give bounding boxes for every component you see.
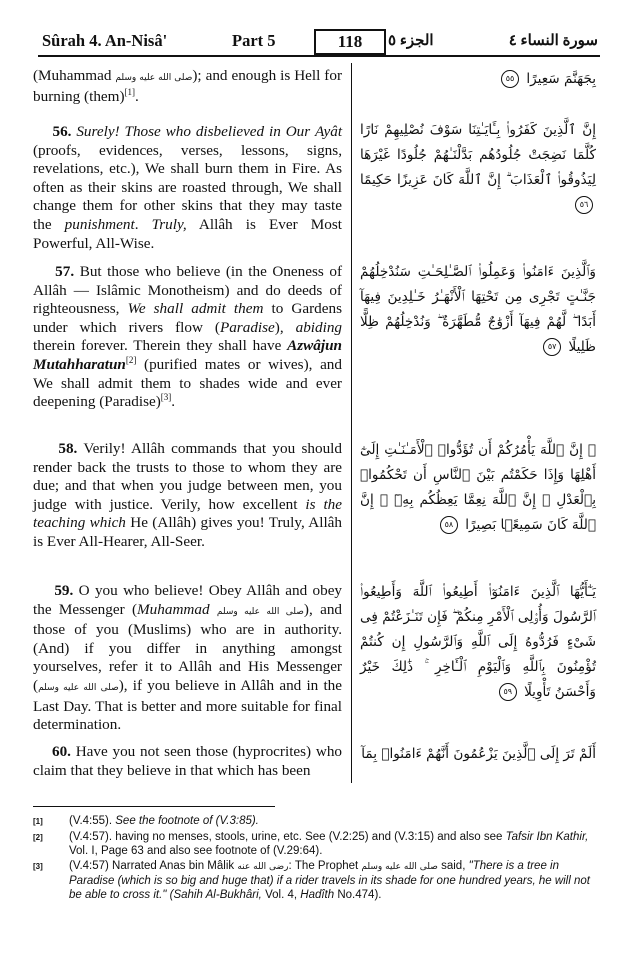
- header-rule: [38, 55, 600, 57]
- arabic-verse-60-start: أَلَمْ تَرَ إِلَى ٱلَّذِينَ يَزْعُمُونَ أَنَّهُمْ ءَامَنُوا۟ بِمَآ: [361, 746, 596, 762]
- footnote-ref: [1]: [124, 86, 136, 97]
- translation-verse-58: 58. Verily! Allâh commands that you should render back the trusts to those to whom they are due; and that when you judge between men, you judge with justice. Verily, how excellent is the teaching which He (Allâh) gives you! Truly, Allâh is Ever All-Hearer, All-Seer.: [33, 440, 343, 550]
- ayah-number-marker: ٥٩: [499, 683, 517, 701]
- arabic-verse-55-end: بِجَهَنَّمَ سَعِيرًا ٥٥: [360, 67, 596, 92]
- salutation-arabic: صلى الله عليه وسلم: [216, 606, 304, 617]
- verse-number: 56.: [52, 123, 72, 140]
- juz-label-arabic: الجزء ٥: [388, 33, 434, 49]
- ayah-number-marker: ٥٧: [543, 338, 561, 356]
- arabic-verse-56: إِنَّ ٱلَّذِينَ كَفَرُوا۟ بِـَٔايَـٰتِنَا سَوْفَ نُصْلِيهِمْ نَارًا كُلَّمَا نَضِجَتْ جُلُودُهُم بَدَّلْنَـٰهُمْ جُلُودًا غَيْرَهَا لِيَذُوقُوا۟ ٱلْعَذَابَ ۗ إِنَّ ٱللَّهَ كَانَ عَزِيزًا حَكِيمًا ٥٦: [360, 118, 596, 218]
- footnote-tag: [1]: [33, 817, 43, 826]
- part-label: Part 5: [232, 31, 276, 50]
- salutation-arabic: صلى الله عليه وسلم: [38, 682, 119, 693]
- page-number: 118: [314, 29, 386, 55]
- footnote-rule: [33, 806, 275, 807]
- page-header: [38, 29, 600, 55]
- verse-number: 59.: [54, 582, 74, 599]
- honorific-arabic: رضى الله عنه: [237, 862, 289, 873]
- ayah-number-marker: ٥٥: [501, 70, 519, 88]
- footnote-ref: [3]: [160, 392, 172, 403]
- surah-title: Sûrah 4. An-Nisâ': [42, 31, 168, 50]
- translation-verse-60: 60. Have you not seen those (hyprocrites) who claim that they believe in that which has been: [33, 743, 343, 779]
- verse-number: 57.: [55, 263, 75, 280]
- footnote-2: [2] (V.4:57). having no menses, stools, urine, etc. See (V.2:25) and (V.3:15) and also see Tafsir Ibn Kathir, Vol. I, Page 63 and also see footnote of (V.29:64).: [33, 830, 589, 857]
- arabic-verse-57: وَٱلَّذِينَ ءَامَنُوا۟ وَعَمِلُوا۟ ٱلصَّـٰلِحَـٰتِ سَنُدْخِلُهُمْ جَنَّـٰتٍ تَجْرِى مِن تَحْتِهَا ٱلْأَنْهَـٰرُ خَـٰلِدِينَ فِيهَآ أَبَدًا ۖ لَّهُمْ فِيهَآ أَزْوَٰجٌ مُّطَهَّرَةٌ ۖ وَنُدْخِلُهُمْ ظِلًّا ظَلِيلًا ٥٧: [360, 264, 596, 355]
- salutation-arabic: صلى الله عليه وسلم: [361, 862, 438, 873]
- arabic-verse-59: يَـٰٓأَيُّهَا ٱلَّذِينَ ءَامَنُوٓا۟ أَطِيعُوا۟ ٱللَّهَ وَأَطِيعُوا۟ ٱلرَّسُولَ وَأُو۟لِى ٱلْأَمْرِ مِنكُمْ ۖ فَإِن تَنَـٰزَعْتُمْ فِى شَىْءٍ فَرُدُّوهُ إِلَى ٱللَّهِ وَٱلرَّسُولِ إِن كُنتُمْ تُؤْمِنُونَ بِٱللَّهِ وَٱلْيَوْمِ ٱلْـَٔاخِرِ ۚ ذَٰلِكَ خَيْرٌ وَأَحْسَنُ تَأْوِيلًا ٥٩: [360, 584, 596, 700]
- salutation-arabic: صلى الله عليه وسلم: [115, 73, 193, 83]
- column-divider: [351, 63, 352, 783]
- translation-verse-56: 56. Surely! Those who disbelieved in Our Ayât (proofs, evidences, verses, lessons, signs, revelations, etc.), We shall burn them in Fire. As often as their skins are roasted through, We shall change them for other skins that they may taste the punishment. Truly, Allâh is Ever Most Powerful, All-Wise.: [33, 123, 343, 252]
- ayah-number-marker: ٥٦: [575, 196, 593, 214]
- footnote-3: [3] (V.4:57) Narrated Anas bin Mâlik رضى الله عنه: The Prophet صلى الله عليه وسلم said, "There is a tree in Paradise (which is so big and huge that) if a rider travels in its shade for one hundred years, he will not be able to cross it." (Sahih Al-Bukhâri, Vol. 4, Hadîth No.474).: [33, 860, 590, 901]
- arabic-verse-58: ۞ إِنَّ ٱللَّهَ يَأْمُرُكُمْ أَن تُؤَدُّوا۟ ٱلْأَمَـٰنَـٰتِ إِلَىٰٓ أَهْلِهَا وَإِذَا حَكَمْتُم بَيْنَ ٱلنَّاسِ أَن تَحْكُمُوا۟ بِٱلْعَدْلِ ۚ إِنَّ ٱللَّهَ نِعِمَّا يَعِظُكُم بِهِۦٓ ۗ إِنَّ ٱللَّهَ كَانَ سَمِيعًۢا بَصِيرًا ٥٨: [360, 442, 596, 533]
- verse-number: 58.: [58, 440, 78, 457]
- translation-continuation: (Muhammad صلى الله عليه وسلم); and enough is Hell for burning (them)[1].: [33, 67, 343, 105]
- footnote-ref: [2]: [125, 354, 137, 365]
- ayah-number-marker: ٥٨: [440, 516, 458, 534]
- surah-title-arabic: سورة النساء ٤: [508, 33, 598, 49]
- translation-verse-59: 59. O you who believe! Obey Allâh and obey the Messenger (Muhammad صلى الله عليه وسلم), and those of you (Muslims) who are in authority. (And) if you differ in anything amongst yourselves, refer it to Allâh and His Messenger (صلى الله عليه وسلم), if you believe in Allâh and in the Last Day. That is better and more suitable for final determination.: [33, 582, 343, 734]
- footnote-tag: [2]: [33, 832, 43, 842]
- footnotes: [33, 815, 603, 905]
- footnote-1: [1] (V.4:55). See the footnote of (V.3:85).: [33, 815, 259, 827]
- translation-verse-57: 57. But those who believe (in the Oneness of Allâh — Islâmic Monotheism) and do deeds of righteousness, We shall admit them to Gardens under which rivers flow (Paradise), abiding therein forever. Therein they shall have Azwâjun Mutahharatun[2] (purified mates or wives), and We shall admit them to shades wide and ever deepening (Paradise)[3].: [33, 263, 343, 411]
- verse-number: 60.: [51, 743, 71, 760]
- footnote-tag: [3]: [33, 862, 43, 872]
